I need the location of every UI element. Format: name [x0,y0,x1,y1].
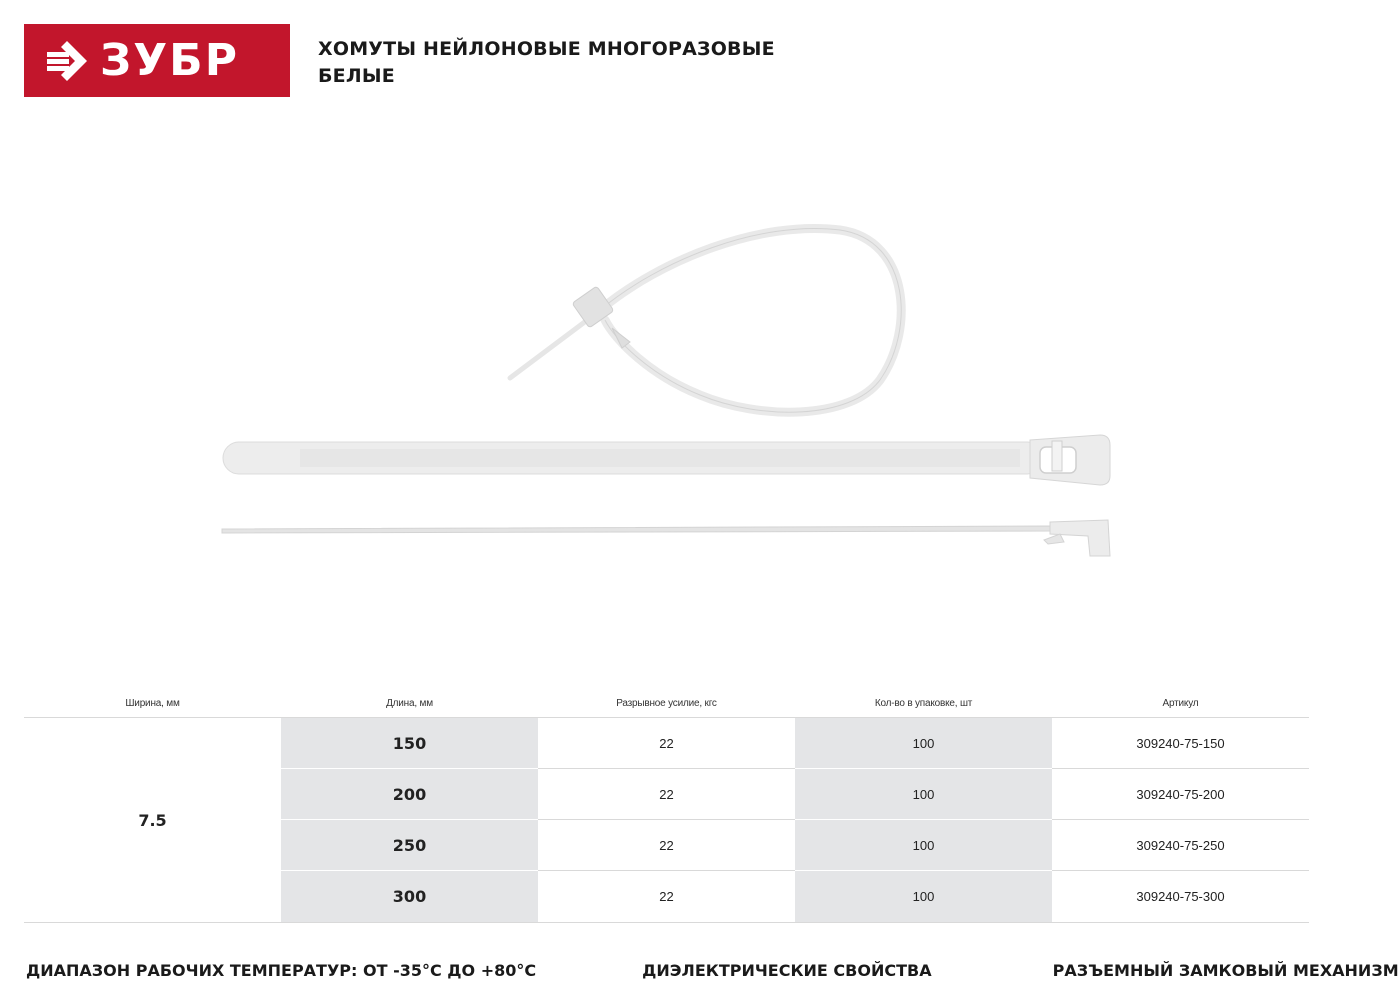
row-1-qty: 100 [795,718,1052,769]
flat-tie-top-image [223,435,1110,485]
brand-arrow-icon [44,38,90,84]
looped-tie-image [510,228,901,412]
row-4-sku: 309240-75-300 [1136,889,1225,904]
row-3-force: 22 [538,820,795,871]
row-3-length: 250 [281,820,538,871]
row-1-sku: 309240-75-150 [1052,718,1309,769]
width-value: 7.5 [138,810,167,830]
spec-table-header [24,690,1309,718]
header-sku: Артикул [1162,698,1199,709]
row-2-force: 22 [538,769,795,820]
row-2-length: 200 [281,769,538,820]
cable-tie-illustration [0,200,1333,580]
feature-lock: РАЗЪЕМНЫЙ ЗАМКОВЫЙ МЕХАНИЗМ [1052,960,1399,980]
header-force: Разрывное усилие, кгс [616,698,717,709]
spec-table-body [24,718,1309,923]
brand-logo [24,24,290,97]
feature-dielectric: ДИЭЛЕКТРИЧЕСКИЕ СВОЙСТВА [642,960,932,980]
page-title [318,36,775,90]
row-1-force: 22 [538,718,795,769]
title-line-1: ХОМУТЫ НЕЙЛОНОВЫЕ МНОГОРАЗОВЫЕ [318,38,775,60]
title-line-2: БЕЛЫЕ [318,65,395,87]
row-2-qty: 100 [795,769,1052,820]
row-4-length: 300 [281,871,538,922]
brand-name: ЗУБР [100,34,239,86]
row-3-sku: 309240-75-250 [1052,820,1309,871]
spec-table [24,690,1309,923]
header-length: Длина, мм [386,698,433,709]
flat-tie-side-image [222,520,1110,556]
row-1-length: 150 [281,718,538,769]
row-2-sku: 309240-75-200 [1052,769,1309,820]
row-3-qty: 100 [795,820,1052,871]
row-4-qty: 100 [795,871,1052,922]
header-width: Ширина, мм [125,698,180,709]
header-qty: Кол-во в упаковке, шт [874,698,973,709]
feature-temperature: ДИАПАЗОН РАБОЧИХ ТЕМПЕРАТУР: ОТ -35°С ДО +80°С [26,960,537,980]
feature-bar [24,955,1399,985]
row-4-force: 22 [659,889,674,904]
